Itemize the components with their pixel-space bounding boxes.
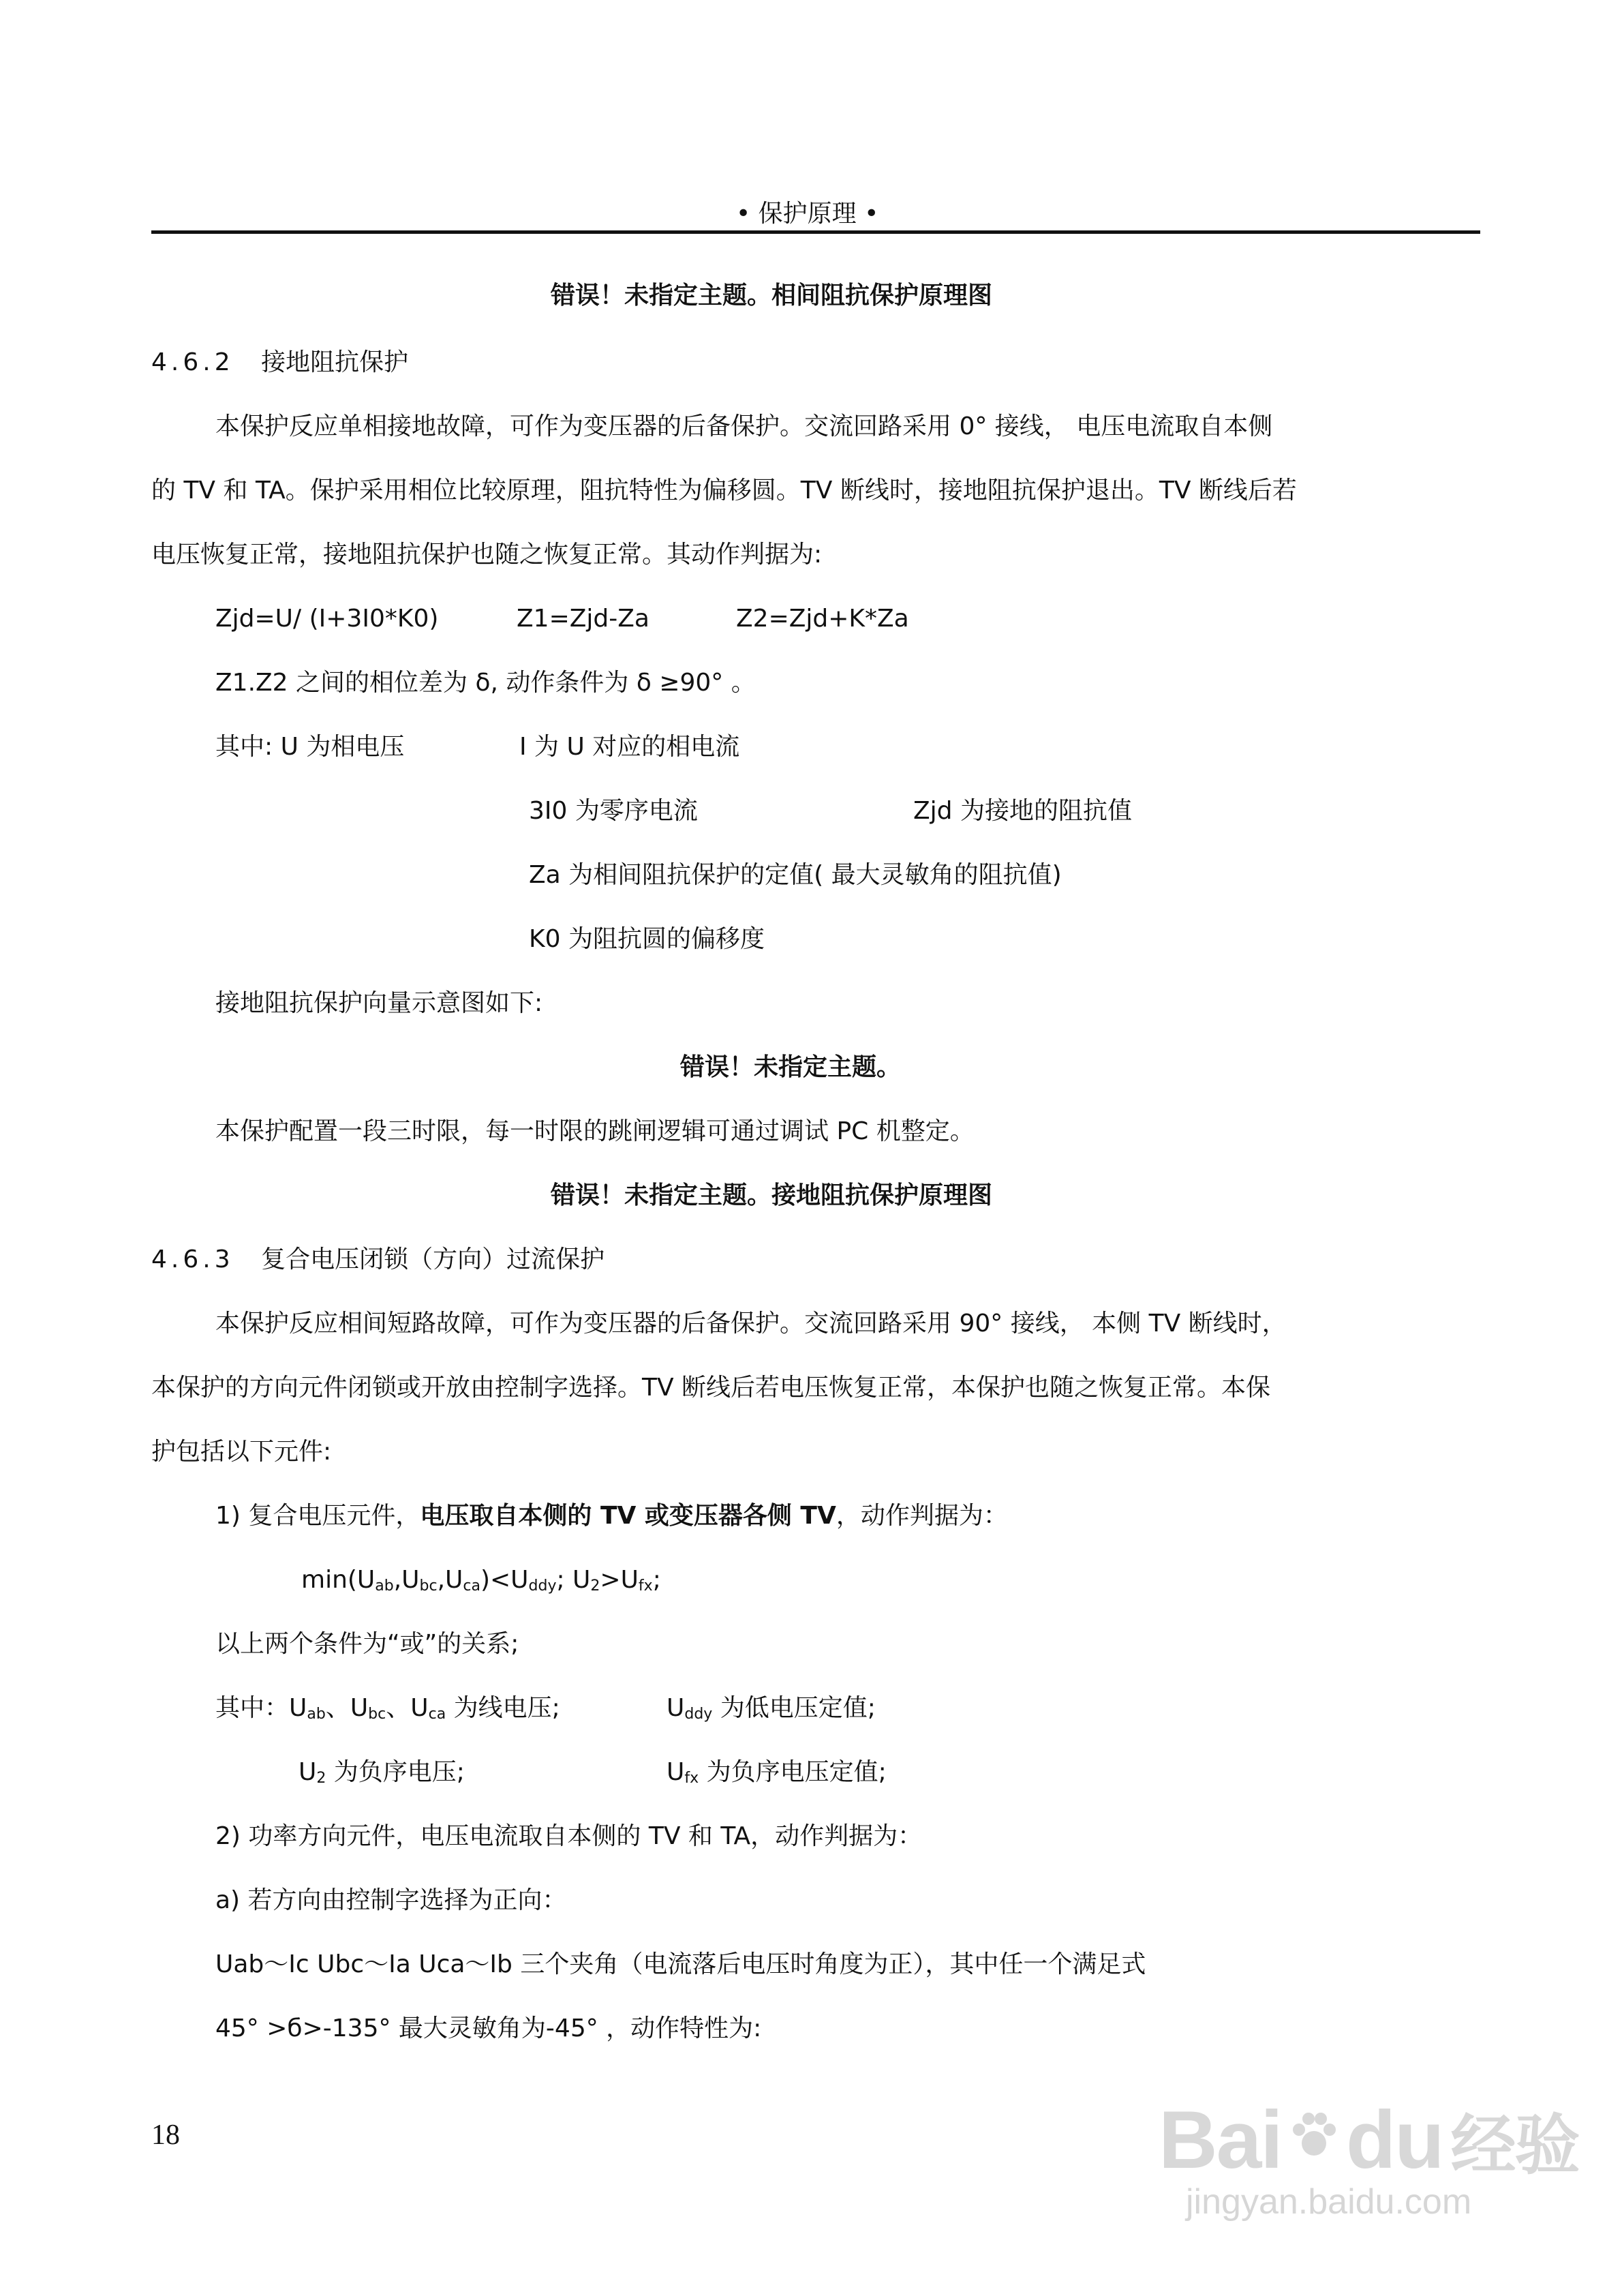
formula-z1: Z1=Zjd-Za [517, 605, 649, 633]
watermark [1159, 2093, 1579, 2222]
paragraph-line: 的 TV 和 TA。保护采用相位比较原理，阻抗特性为偏移圆。TV 断线时，接地阻抗保护退出。TV 断线后若 [151, 477, 1297, 504]
paw-icon [1287, 2108, 1341, 2162]
paragraph-line: 护包括以下元件: [151, 1438, 332, 1466]
section-heading [151, 346, 408, 379]
where-zjd: Zjd 为接地的阻抗值 [913, 797, 1132, 825]
paragraph-line: 以上两个条件为“或”的关系; [215, 1630, 519, 1658]
figure-caption: 错误！未指定主题。接地阻抗保护原理图 [551, 1181, 993, 1209]
paragraph-line: 本保护反应单相接地故障，可作为变压器的后备保护。交流回路采用 0° 接线， 电压电流取自本侧 [215, 412, 1273, 440]
paragraph-line: 本保护配置一段三时限，每一时限的跳闸逻辑可通过调试 PC 机整定。 [215, 1117, 975, 1145]
where-3i0: 3I0 为零序电流 [529, 797, 698, 825]
where-udd: Uddy 为低电压定值; [667, 1694, 876, 1723]
range-line: 45° >б>-135° 最大灵敏角为-45° ，动作特性为: [215, 2014, 762, 2042]
item-composite-voltage: 1) 复合电压元件，电压取自本侧的 TV 或变压器各侧 TV，动作判据为： [215, 1502, 1008, 1530]
section-number: 4.6.3 [151, 1245, 234, 1273]
where-u: 其中: U 为相电压 [215, 733, 405, 761]
paragraph-line: 本保护反应相间短路故障，可作为变压器的后备保护。交流回路采用 90° 接线， 本侧 TV 断线时， [215, 1310, 1287, 1338]
page-number: 18 [151, 2119, 180, 2151]
where-i: I 为 U 对应的相电流 [519, 733, 740, 761]
paragraph-line: 接地阻抗保护向量示意图如下: [215, 989, 543, 1017]
formula-z2: Z2=Zjd+K*Za [736, 605, 909, 633]
item-power-direction: 2) 功率方向元件，电压电流取自本侧的 TV 和 TA，动作判据为： [215, 1822, 923, 1850]
header-rule [151, 230, 1480, 234]
figure-caption: 错误！未指定主题。 [680, 1053, 902, 1081]
formula-min: min(Uab,Ubc,Uca)<Uddy; U2>Ufx; [301, 1566, 661, 1595]
formula-condition: Z1.Z2 之间的相位差为 δ, 动作条件为 δ ≥90° 。 [215, 669, 756, 697]
where-k0: K0 为阻抗圆的偏移度 [529, 925, 765, 953]
paragraph-line: 本保护的方向元件闭锁或开放由控制字选择。TV 断线后若电压恢复正常，本保护也随之恢复正常。本保 [151, 1374, 1271, 1402]
watermark-url: jingyan.baidu.com [1186, 2182, 1472, 2222]
where-u2: U2 为负序电压; [299, 1758, 465, 1787]
item-forward: a) 若方向由控制字选择为正向： [215, 1886, 567, 1914]
figure-caption: 错误！未指定主题。相间阻抗保护原理图 [551, 282, 993, 309]
paragraph-line: 电压恢复正常，接地阻抗保护也随之恢复正常。其动作判据为: [151, 541, 823, 569]
where-ufx: Ufx 为负序电压定值; [667, 1758, 887, 1787]
watermark-cn: 经验 [1450, 2109, 1579, 2182]
section-title: 接地阻抗保护 [261, 348, 409, 376]
angles-line: Uab～Ic Ubc～Ia Uca～Ib 三个夹角（电流落后电压时角度为正），其中任一个满足式 [215, 1950, 1146, 1978]
watermark-brand-2: du [1345, 2094, 1443, 2186]
formula-zjd: Zjd=U/ (I+3I0*K0) [215, 605, 439, 633]
where-za: Za 为相间阻抗保护的定值( 最大灵敏角的阻抗值) [529, 861, 1062, 889]
section-heading [151, 1243, 605, 1276]
running-header: • 保护原理 • [736, 200, 879, 228]
watermark-brand: Bai [1159, 2094, 1282, 2186]
section-title: 复合电压闭锁（方向）过流保护 [261, 1245, 605, 1273]
where-line-voltage: 其中：Uab、Ubc、Uca 为线电压; [215, 1694, 560, 1723]
section-number: 4.6.2 [151, 348, 234, 376]
